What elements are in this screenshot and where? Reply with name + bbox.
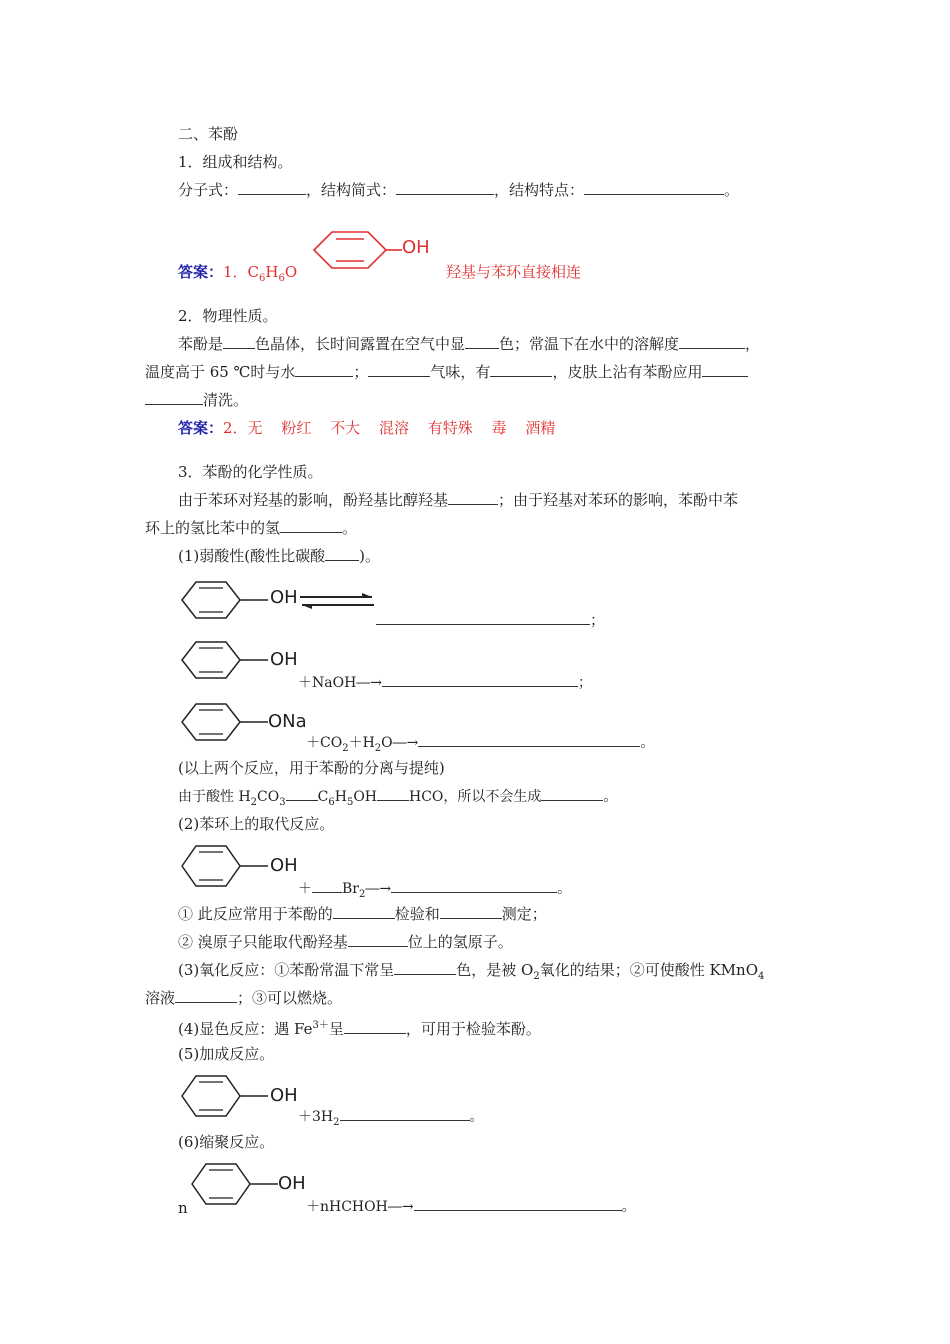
eq-hcho: ＋nHCHOH―→ 。 <box>306 1196 636 1217</box>
blank-eq1: ； <box>376 610 605 630</box>
phenol-structure-2 <box>178 638 278 682</box>
s3-p1: 由于苯环对羟基的影响，酚羟基比醇羟基 ；由于羟基对苯环的影响，苯酚中苯 <box>178 491 739 509</box>
s2-line3: 清洗。 <box>145 390 248 410</box>
s1-answer: 答案：1．$C_6H_6O$ <box>178 263 298 284</box>
eq-h2: $+3H_2$ 。 <box>298 1106 484 1133</box>
oh-label: OH <box>270 1085 298 1106</box>
s2-line2: 温度高于 65 ℃时与水 ； 气味，有 ，皮肤上沾有苯酚应用 <box>145 362 748 382</box>
phenoxide-structure <box>178 700 278 744</box>
oh-label: OH <box>270 855 298 876</box>
s1-answer-feature: 羟基与苯环直接相连 <box>446 263 582 281</box>
s1-question: 分子式： ，结构简式： ，结构特点： 。 <box>178 181 740 199</box>
s3-sub3-cont: 溶液 ；③可以燃烧。 <box>145 989 343 1007</box>
s3-sub1: (1)弱酸性(酸性比碳酸 )。 <box>178 547 380 565</box>
s3-p2: 环上的氢比苯中的氢 。 <box>145 519 358 537</box>
eq-naoh: ＋NaOH―→ ； <box>298 672 592 693</box>
ona-label: ONa <box>268 711 307 732</box>
s2-line1: 苯酚是 色晶体，长时间露置在空气中显 色；常温下在水中的溶解度 ， <box>178 335 761 353</box>
oh-label: OH <box>278 1173 306 1194</box>
s1-heading: 1．组成和结构。 <box>178 153 293 171</box>
oh-label: OH <box>270 649 298 670</box>
section-title: 二、苯酚 <box>178 125 239 143</box>
s3-sub5: (5)加成反应。 <box>178 1045 275 1063</box>
oh-label: OH <box>270 587 298 608</box>
s3-sub6: (6)缩聚反应。 <box>178 1133 275 1151</box>
s3-heading: 3．苯酚的化学性质。 <box>178 463 323 481</box>
equilibrium-arrow-icon <box>298 592 376 610</box>
phenol-structure-5 <box>188 1160 288 1208</box>
eq-br2: ＋ $Br_2―\to$ 。 <box>298 878 571 905</box>
oh-label: OH <box>402 237 430 258</box>
s2-heading: 2．物理性质。 <box>178 307 278 325</box>
s3-c1: ① 此反应常用于苯酚的 检验和 测定； <box>178 905 547 923</box>
s3-sub2: (2)苯环上的取代反应。 <box>178 815 335 833</box>
s2-answer: 答案：2．无 粉红 不大 混溶 有特殊 毒 酒精 <box>178 419 556 437</box>
acid-compare: 由于酸性 $H_2CO_3$ $C_6H_5OH$ HCO，所以不会生成 。 <box>178 786 617 813</box>
phenol-structure-1 <box>178 578 278 622</box>
note: (以上两个反应，用于苯酚的分离与提纯) <box>178 759 445 777</box>
s3-sub4: (4)显色反应：遇 $Fe^{3+}$呈 ，可用于检验苯酚。 <box>178 1020 541 1038</box>
phenol-structure-3 <box>178 842 278 890</box>
s3-sub3: (3)氧化反应：①苯酚常温下常呈 色，是被 $O_2$氧化的结果；②可使酸性 KMnO$_4$ <box>178 961 765 982</box>
eq-co2: $+CO_2+H_2O―\to$ 。 <box>306 732 654 759</box>
n-coefficient: n <box>178 1199 188 1217</box>
phenol-structure-4 <box>178 1072 278 1120</box>
s3-c2: ② 溴原子只能取代酚羟基 位上的氢原子。 <box>178 933 513 951</box>
